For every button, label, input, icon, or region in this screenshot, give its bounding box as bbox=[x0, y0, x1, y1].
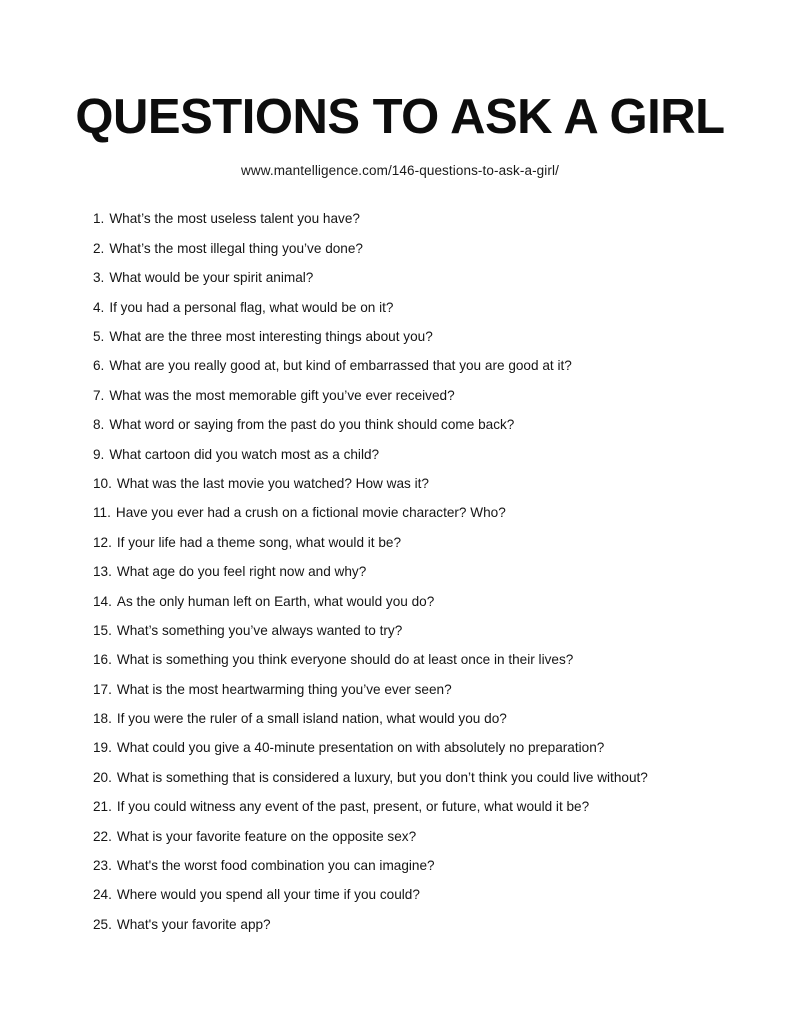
list-item bbox=[0, 910, 800, 939]
question-number: 15. bbox=[93, 622, 112, 638]
question-text: What's your favorite app? bbox=[116, 916, 271, 932]
question-text: What would be your spirit animal? bbox=[109, 270, 314, 286]
list-item bbox=[0, 204, 800, 233]
list-item bbox=[0, 498, 800, 527]
question-text: If you were the ruler of a small island nation, what would you do? bbox=[116, 711, 507, 727]
question-text: What is your favorite feature on the opposite sex? bbox=[116, 828, 417, 844]
list-item bbox=[0, 851, 800, 880]
question-text: What's the worst food combination you can imagine? bbox=[116, 858, 435, 874]
question-number: 3. bbox=[93, 270, 105, 286]
list-item bbox=[0, 381, 800, 410]
question-number: 4. bbox=[93, 299, 105, 315]
question-number: 21. bbox=[93, 799, 112, 815]
source-url: www.mantelligence.com/146-questions-to-ask-a-girl/ bbox=[241, 163, 559, 179]
question-text: If you had a personal flag, what would be on it? bbox=[109, 299, 394, 315]
question-number: 16. bbox=[93, 652, 112, 668]
list-item bbox=[0, 792, 800, 821]
question-number: 13. bbox=[93, 564, 112, 580]
question-number: 19. bbox=[93, 740, 112, 756]
list-item bbox=[0, 587, 800, 616]
question-text: What could you give a 40-minute presentation on with absolutely no preparation? bbox=[116, 740, 605, 756]
list-item bbox=[0, 704, 800, 733]
question-number: 12. bbox=[93, 534, 112, 550]
list-item bbox=[0, 234, 800, 263]
question-text: What’s the most illegal thing you’ve done? bbox=[109, 240, 363, 256]
question-number: 10. bbox=[93, 475, 112, 491]
question-number: 7. bbox=[93, 387, 105, 403]
question-text: What cartoon did you watch most as a child? bbox=[109, 446, 380, 462]
question-number: 22. bbox=[93, 828, 112, 844]
question-number: 11. bbox=[93, 505, 111, 521]
question-text: If you could witness any event of the past, present, or future, what would it be? bbox=[116, 799, 590, 815]
question-number: 23. bbox=[93, 858, 112, 874]
question-number: 14. bbox=[93, 593, 112, 609]
question-text: Have you ever had a crush on a fictional movie character? Who? bbox=[115, 505, 506, 521]
question-text: What was the most memorable gift you’ve ever received? bbox=[109, 387, 455, 403]
question-text: What is something that is considered a luxury, but you don’t think you could live without? bbox=[116, 769, 648, 785]
page-title: QUESTIONS TO ASK A GIRL bbox=[75, 90, 725, 144]
list-item bbox=[0, 263, 800, 292]
question-text: What was the last movie you watched? How was it? bbox=[116, 475, 429, 491]
list-item bbox=[0, 351, 800, 380]
question-number: 2. bbox=[93, 240, 105, 256]
question-number: 5. bbox=[93, 329, 105, 344]
question-text: What are the three most interesting things about you? bbox=[109, 329, 433, 344]
list-item bbox=[0, 440, 800, 469]
list-item bbox=[0, 822, 800, 851]
list-item bbox=[0, 469, 800, 498]
question-text: What age do you feel right now and why? bbox=[116, 564, 367, 580]
question-number: 18. bbox=[93, 711, 112, 727]
question-number: 6. bbox=[93, 358, 105, 374]
list-item bbox=[0, 528, 800, 557]
question-number: 8. bbox=[93, 417, 105, 433]
question-text: As the only human left on Earth, what would you do? bbox=[116, 593, 435, 609]
question-text: What’s something you’ve always wanted to try? bbox=[116, 622, 403, 638]
list-item bbox=[0, 880, 800, 909]
question-text: What’s the most useless talent you have? bbox=[109, 211, 360, 227]
list-item bbox=[0, 410, 800, 439]
question-text: What are you really good at, but kind of embarrassed that you are good at it? bbox=[109, 358, 572, 374]
list-item bbox=[0, 733, 800, 762]
list-item bbox=[0, 293, 800, 322]
question-text: If your life had a theme song, what would it be? bbox=[116, 534, 402, 550]
list-item bbox=[0, 557, 800, 586]
list-item bbox=[0, 675, 800, 704]
question-number: 1. bbox=[93, 211, 105, 227]
question-text: What word or saying from the past do you think should come back? bbox=[109, 417, 515, 433]
question-number: 24. bbox=[93, 887, 112, 903]
question-number: 20. bbox=[93, 769, 112, 785]
question-number: 9. bbox=[93, 446, 105, 462]
list-item bbox=[0, 322, 800, 351]
question-text: What is something you think everyone should do at least once in their lives? bbox=[116, 652, 574, 668]
list-item bbox=[0, 616, 800, 645]
question-number: 25. bbox=[93, 916, 112, 932]
question-list bbox=[0, 178, 800, 939]
list-item bbox=[0, 645, 800, 674]
question-text: Where would you spend all your time if you could? bbox=[116, 887, 420, 903]
list-item bbox=[0, 763, 800, 792]
question-number: 17. bbox=[93, 681, 112, 697]
question-text: What is the most heartwarming thing you’ve ever seen? bbox=[116, 681, 452, 697]
